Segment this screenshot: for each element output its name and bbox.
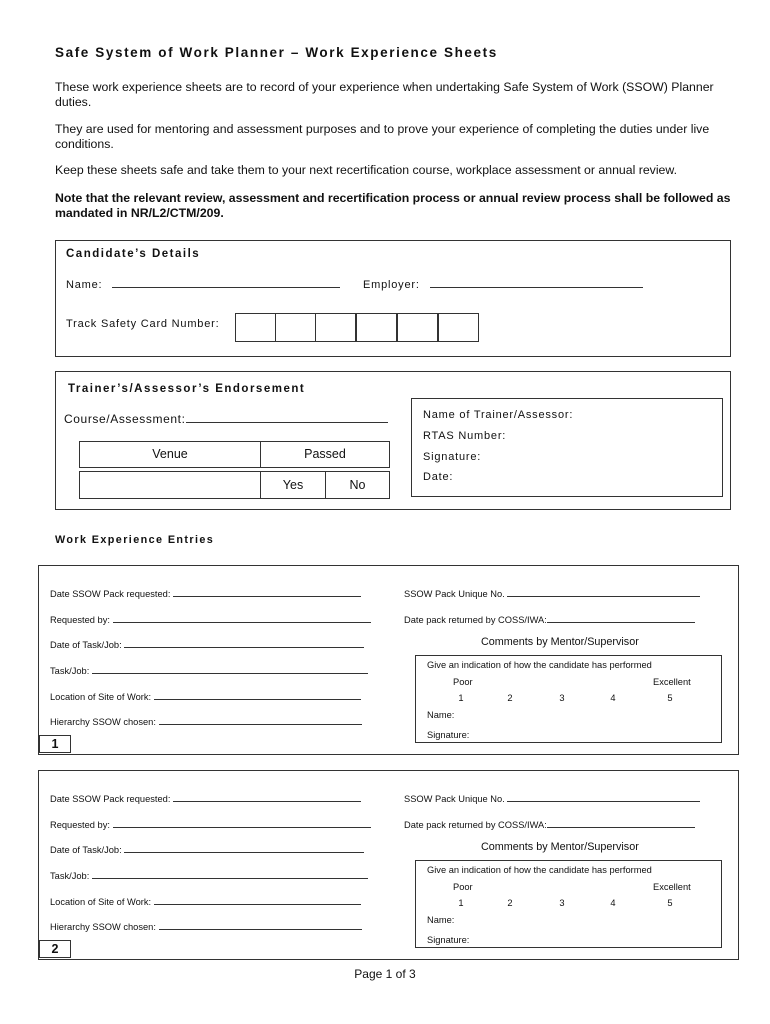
passed-header: Passed [260, 441, 390, 468]
mentor-name-label: Name: [427, 915, 455, 925]
location-field[interactable] [50, 690, 361, 702]
rating-3[interactable]: 3 [559, 898, 565, 908]
requested-by-field[interactable] [50, 818, 371, 830]
hierarchy-field[interactable] [50, 920, 362, 932]
task-job-label: Task/Job: [50, 666, 90, 676]
rating-2[interactable]: 2 [507, 693, 513, 703]
mentor-signature-label: Signature: [427, 935, 470, 945]
date-task-field[interactable] [50, 843, 364, 855]
rating-1[interactable]: 1 [458, 898, 464, 908]
intro-paragraph-1: These work experience sheets are to record of your experience when undertaking Safe System of Work (SSOW) Planner duties. [55, 80, 714, 109]
location-line [154, 895, 361, 905]
requested-by-label: Requested by: [50, 820, 110, 830]
requested-by-label: Requested by: [50, 615, 110, 625]
date-task-line [124, 638, 364, 648]
candidate-details-title: Candidate’s Details [66, 248, 201, 260]
requested-by-line [113, 818, 371, 828]
date-returned-line [547, 613, 695, 623]
task-job-field[interactable] [50, 869, 368, 881]
date-returned-field[interactable] [404, 613, 695, 625]
date-requested-field[interactable] [50, 587, 361, 599]
employer-label: Employer: [363, 279, 420, 291]
date-requested-label: Date SSOW Pack requested: [50, 794, 171, 804]
page-number: Page 1 of 3 [354, 967, 416, 981]
date-returned-label: Date pack returned by COSS/IWA: [404, 820, 547, 830]
employer-line [430, 278, 643, 288]
rating-4[interactable]: 4 [610, 693, 616, 703]
location-line [154, 690, 361, 700]
trainer-details-box [411, 398, 723, 497]
rating-excellent-label: Excellent [653, 677, 691, 687]
entry-number: 2 [39, 940, 71, 958]
track-card-digit-box[interactable] [315, 313, 356, 342]
track-card-digit-box[interactable] [438, 313, 479, 342]
trainer-signature-label: Signature: [423, 451, 482, 463]
date-returned-line [547, 818, 695, 828]
venue-header: Venue [79, 441, 261, 468]
candidate-name-label: Name: [66, 279, 103, 291]
indication-text: Give an indication of how the candidate has performed [427, 660, 652, 670]
indication-text: Give an indication of how the candidate has performed [427, 865, 652, 875]
candidate-details-panel [55, 240, 731, 357]
intro-paragraph-3: Keep these sheets safe and take them to your next recertification course, workplace assessment or annual review. [55, 163, 678, 177]
date-requested-line [173, 792, 361, 802]
hierarchy-label: Hierarchy SSOW chosen: [50, 717, 156, 727]
location-label: Location of Site of Work: [50, 897, 152, 907]
rtas-number-label: RTAS Number: [423, 430, 507, 442]
trainer-endorsement-panel [55, 371, 731, 510]
page-title: Safe System of Work Planner – Work Experience Sheets [55, 45, 498, 60]
track-card-digit-box[interactable] [397, 313, 438, 342]
entry-number: 1 [39, 735, 71, 753]
passed-yes-option[interactable]: Yes [260, 471, 326, 499]
rating-poor-label: Poor [453, 882, 473, 892]
unique-no-label: SSOW Pack Unique No. [404, 589, 505, 599]
course-assessment-field[interactable] [64, 412, 388, 426]
mentor-signature-label: Signature: [427, 730, 470, 740]
track-card-digit-box[interactable] [275, 313, 316, 342]
task-job-field[interactable] [50, 664, 368, 676]
candidate-name-field[interactable] [66, 278, 340, 291]
track-card-label: Track Safety Card Number: [66, 318, 220, 330]
task-job-line [92, 664, 368, 674]
task-job-line [92, 869, 368, 879]
track-card-digit-box[interactable] [356, 313, 397, 342]
unique-no-line [507, 587, 700, 597]
comments-title: Comments by Mentor/Supervisor [481, 841, 639, 853]
date-requested-line [173, 587, 361, 597]
rating-5[interactable]: 5 [667, 693, 673, 703]
course-assessment-label: Course/Assessment: [64, 412, 186, 426]
date-task-label: Date of Task/Job: [50, 845, 122, 855]
rating-poor-label: Poor [453, 677, 473, 687]
intro-note: Note that the relevant review, assessment and recertification process or annual review process shall be followed as mandated in NR/L2/CTM/209. [55, 191, 731, 220]
trainer-date-label: Date: [423, 471, 454, 483]
date-requested-field[interactable] [50, 792, 361, 804]
location-label: Location of Site of Work: [50, 692, 152, 702]
date-task-field[interactable] [50, 638, 364, 650]
hierarchy-line [159, 715, 362, 725]
intro-paragraph-2: They are used for mentoring and assessment purposes and to prove your experience of completing the duties under live conditions. [55, 122, 710, 151]
candidate-name-line [112, 278, 340, 288]
work-entry-card [38, 565, 739, 755]
rating-5[interactable]: 5 [667, 898, 673, 908]
trainer-endorsement-title: Trainer’s/Assessor’s Endorsement [68, 383, 306, 395]
mentor-name-label: Name: [427, 710, 455, 720]
date-returned-field[interactable] [404, 818, 695, 830]
requested-by-line [113, 613, 371, 623]
unique-no-field[interactable] [404, 792, 700, 804]
rating-excellent-label: Excellent [653, 882, 691, 892]
course-assessment-line [186, 413, 388, 423]
date-task-label: Date of Task/Job: [50, 640, 122, 650]
work-experience-entries-title: Work Experience Entries [55, 534, 215, 546]
hierarchy-field[interactable] [50, 715, 362, 727]
rating-3[interactable]: 3 [559, 693, 565, 703]
hierarchy-label: Hierarchy SSOW chosen: [50, 922, 156, 932]
requested-by-field[interactable] [50, 613, 371, 625]
venue-input[interactable] [79, 471, 261, 499]
mentor-comments-box[interactable] [415, 860, 722, 948]
hierarchy-line [159, 920, 362, 930]
rating-1[interactable]: 1 [458, 693, 464, 703]
passed-no-option[interactable]: No [325, 471, 390, 499]
mentor-comments-box[interactable] [415, 655, 722, 743]
location-field[interactable] [50, 895, 361, 907]
date-task-line [124, 843, 364, 853]
date-returned-label: Date pack returned by COSS/IWA: [404, 615, 547, 625]
trainer-name-label: Name of Trainer/Assessor: [423, 409, 574, 421]
rating-2[interactable]: 2 [507, 898, 513, 908]
date-requested-label: Date SSOW Pack requested: [50, 589, 171, 599]
employer-field[interactable] [363, 278, 643, 291]
work-entry-card [38, 770, 739, 960]
unique-no-field[interactable] [404, 587, 700, 599]
unique-no-line [507, 792, 700, 802]
unique-no-label: SSOW Pack Unique No. [404, 794, 505, 804]
track-card-number-boxes[interactable] [235, 313, 481, 342]
task-job-label: Task/Job: [50, 871, 90, 881]
rating-4[interactable]: 4 [610, 898, 616, 908]
comments-title: Comments by Mentor/Supervisor [481, 636, 639, 648]
track-card-digit-box[interactable] [235, 313, 276, 342]
